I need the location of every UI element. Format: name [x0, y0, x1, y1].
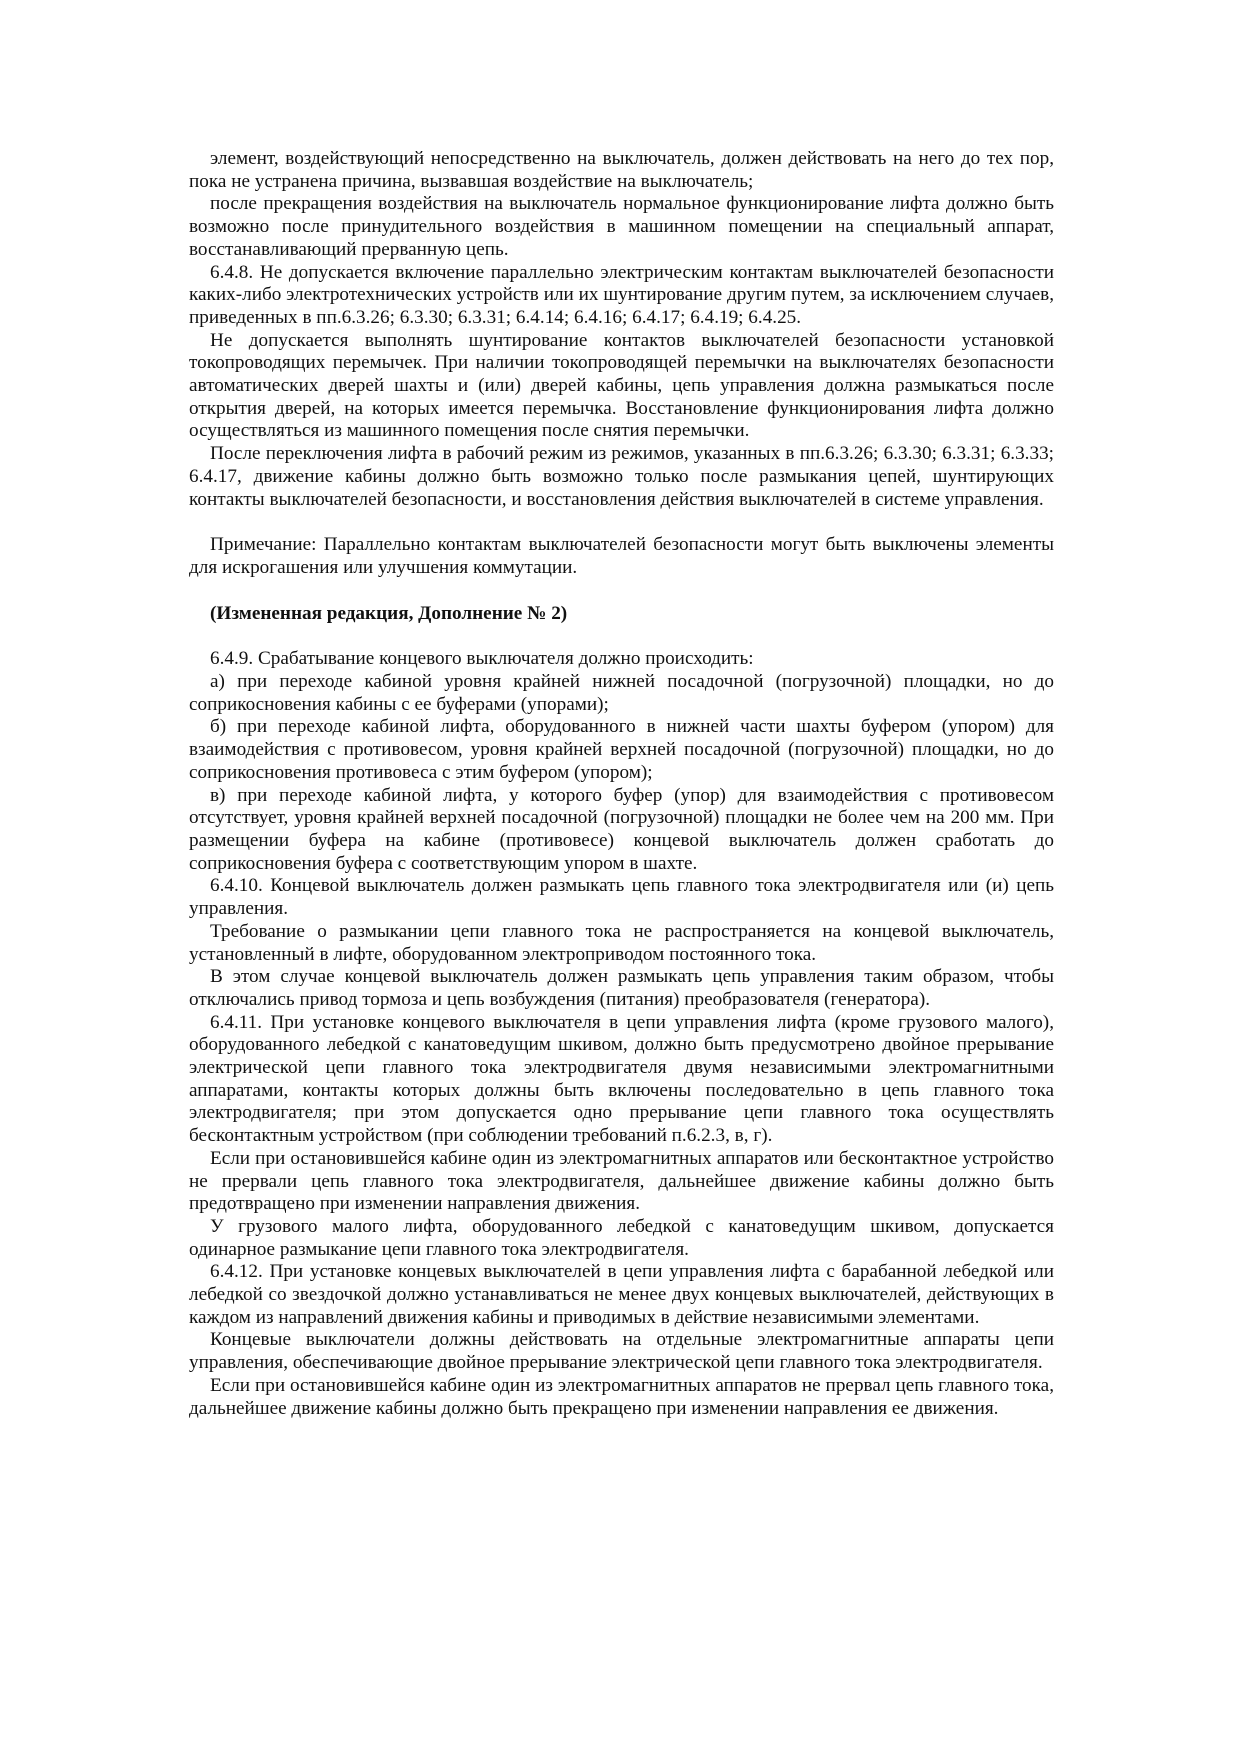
- paragraph-stopped-cabin-1: Если при остановившейся кабине один из электромагнитных аппаратов или бесконтактное устройство не прервали цепь главного тока электродвигателя, дальнейшее движение кабины должно быть предотвращено при изменении направления движения.: [189, 1147, 1054, 1215]
- paragraph-switching-mode: После переключения лифта в рабочий режим из режимов, указанных в пп.6.3.26; 6.3.30; 6.3.31; 6.3.33; 6.4.17, движение кабины должно быть возможно только после размыкания цепей, шунтирующих контакты выключателей безопасности, и восстановления действия выключателей в системе управления.: [189, 443, 1054, 510]
- paragraph-6-4-9: 6.4.9. Срабатывание концевого выключателя должно происходить:: [210, 648, 754, 670]
- paragraph-limit-switches: Концевые выключатели должны действовать на отдельные электромагнитные аппараты цепи управления, обеспечивающие двойное прерывание электрической цепи главного тока электродвигателя.: [189, 1329, 1054, 1374]
- document-page: [189, 148, 1054, 1420]
- paragraph-6-4-8: 6.4.8. Не допускается включение параллельно электрическим контактам выключателей безопасности каких-либо электротехнических устройств или их шунтирование другим путем, за исключением случаев, приведенных в пп.6.3.26; 6.3.30; 6.3.31; 6.4.14; 6.4.16; 6.4.17; 6.4.19; 6.4.25.: [189, 261, 1054, 328]
- revision-note: (Измененная редакция, Дополнение № 2): [210, 602, 568, 624]
- paragraph-stopped-cabin-2: Если при остановившейся кабине один из электромагнитных аппаратов не прервал цепь главного тока, дальнейшее движение кабины должно быть прекращено при изменении направления ее движения.: [189, 1374, 1054, 1419]
- paragraph-control-circuit: В этом случае концевой выключатель должен размыкать цепь управления таким образом, чтобы отключались привод тормоза и цепь возбуждения (питания) преобразователя (генератора).: [189, 966, 1054, 1010]
- paragraph-6-4-12: 6.4.12. При установке концевых выключателей в цепи управления лифта с барабанной лебедкой или лебедкой со звездочкой должно устанавливаться не менее двух концевых выключателей, действующих в каждом из направлений движения кабины и приводимых в действие независимыми элементами.: [189, 1261, 1054, 1328]
- paragraph-note: Примечание: Параллельно контактам выключателей безопасности могут быть выключены элементы для искрогашения или улучшения коммутации.: [189, 534, 1054, 578]
- paragraph-6-4-9-b: б) при переходе кабиной лифта, оборудованного в нижней части шахты буфером (упором) для взаимодействия с противовесом, уровня крайней верхней посадочной (погрузочной) площадки, но до соприкосновения противовеса с этим буфером (упором);: [189, 716, 1054, 783]
- paragraph-element-action: элемент, воздействующий непосредственно на выключатель, должен действовать на него до тех пор, пока не устранена причина, вызвавшая воздействие на выключатель;: [189, 148, 1054, 192]
- paragraph-6-4-10: 6.4.10. Концевой выключатель должен размыкать цепь главного тока электродвигателя или (и) цепь управления.: [189, 875, 1054, 920]
- paragraph-6-4-9-a: а) при переходе кабиной уровня крайней нижней посадочной (погрузочной) площадки, но до соприкосновения кабины с ее буферами (упорами);: [189, 671, 1054, 715]
- paragraph-6-4-11: 6.4.11. При установке концевого выключателя в цепи управления лифта (кроме грузового малого), оборудованного лебедкой с канатоведущим шкивом, должно быть предусмотрено двойное прерывание электрической цепи главного тока электродвигателя двумя независимыми электромагнитными аппаратами, контакты которых должны быть включены последовательно в цепь главного тока электродвигателя; при этом допускается одно прерывание цепи главного тока осуществлять бесконтактным устройством (при соблюдении требований п.6.2.3, в, г).: [189, 1011, 1054, 1147]
- paragraph-6-4-9-c: в) при переходе кабиной лифта, у которого буфер (упор) для взаимодействия с противовесом отсутствует, уровня крайней верхней посадочной (погрузочной) площадки не более чем на 200 мм. При размещении буфера на кабине (противовесе) концевой выключатель должен сработать до соприкосновения буфера с соответствующим упором в шахте.: [189, 784, 1054, 874]
- paragraph-shunting-jumpers: Не допускается выполнять шунтирование контактов выключателей безопасности установкой токопроводящих перемычек. При наличии токопроводящей перемычки на выключателях безопасности автоматических дверей шахты и (или) дверей кабины, цепь управления должна размыкаться после открытия дверей, на которых имеется перемычка. Восстановление функционирования лифта должно осуществляться из машинного помещения после снятия перемычки.: [189, 329, 1054, 442]
- paragraph-after-action: после прекращения воздействия на выключатель нормальное функционирование лифта должно быть возможно после принудительного воздействия в машинном помещении на специальный аппарат, восстанавливающий прерванную цепь.: [189, 193, 1054, 260]
- paragraph-small-cargo-lift: У грузового малого лифта, оборудованного лебедкой с канатоведущим шкивом, допускается одинарное размыкание цепи главного тока электродвигателя.: [189, 1215, 1054, 1260]
- paragraph-main-current-requirement: Требование о размыкании цепи главного тока не распространяется на концевой выключатель, установленный в лифте, оборудованном электроприводом постоянного тока.: [189, 920, 1054, 965]
